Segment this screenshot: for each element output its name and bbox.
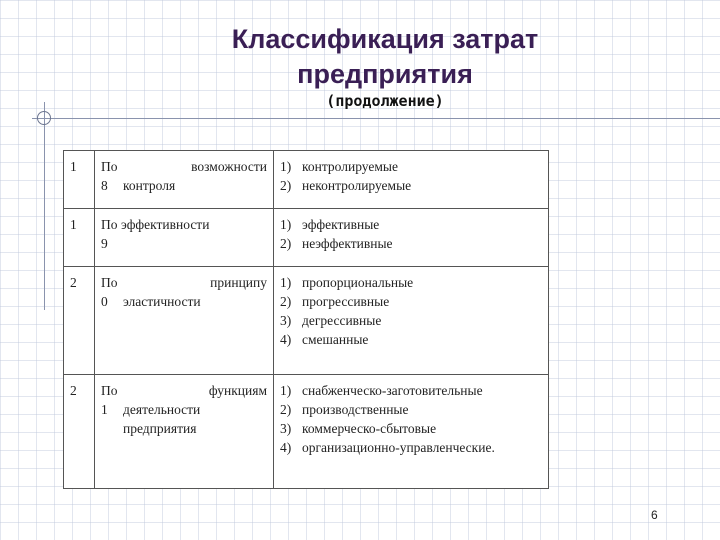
row-number: 2 bbox=[64, 375, 95, 489]
table-row bbox=[64, 267, 549, 375]
criterion-prefix: По bbox=[101, 217, 118, 232]
criterion-cell bbox=[95, 209, 274, 267]
list-item bbox=[280, 400, 542, 419]
list-item-index: 2) bbox=[280, 178, 292, 193]
criterion-cell bbox=[95, 375, 274, 489]
list-item-text: дегрессивные bbox=[302, 313, 382, 328]
decorative-vertical-rule bbox=[44, 102, 45, 310]
list-item-text: контролируемые bbox=[302, 159, 398, 174]
table-row bbox=[64, 209, 549, 267]
list-item bbox=[280, 311, 542, 330]
list-item-text: снабженческо-заготовительные bbox=[302, 383, 483, 398]
page-number: 6 bbox=[651, 508, 658, 522]
types-cell bbox=[274, 209, 549, 267]
decorative-horizontal-rule bbox=[32, 118, 720, 119]
list-item-text: прогрессивные bbox=[302, 294, 390, 309]
criterion-line: деятельности bbox=[123, 402, 201, 417]
types-cell bbox=[274, 267, 549, 375]
criterion-prefix: 8 bbox=[101, 178, 108, 193]
types-list bbox=[280, 381, 542, 457]
criterion-cell bbox=[95, 267, 274, 375]
list-item-index: 3) bbox=[280, 421, 292, 436]
criterion-prefix: По bbox=[101, 159, 118, 174]
slide-title-line1: Классификация затрат bbox=[231, 24, 539, 54]
criterion-prefix: По bbox=[101, 383, 118, 398]
list-item-text: пропорциональные bbox=[302, 275, 414, 290]
criterion-line: контроля bbox=[123, 178, 176, 193]
list-item bbox=[280, 419, 542, 438]
list-item-index: 2) bbox=[280, 402, 292, 417]
list-item-text: неэффективные bbox=[302, 236, 393, 251]
list-item-index: 2) bbox=[280, 294, 292, 309]
criterion-cell bbox=[95, 151, 274, 209]
criterion-first-word: эффективности bbox=[121, 217, 210, 232]
criterion-prefix: 0 bbox=[101, 294, 108, 309]
row-number: 2 bbox=[64, 267, 95, 375]
list-item-text: организационно-управленческие. bbox=[302, 440, 495, 455]
list-item-text: эффективные bbox=[302, 217, 380, 232]
criterion-first-word: принципу bbox=[210, 275, 267, 290]
criterion-first-word: возможности bbox=[191, 159, 267, 174]
criterion-line: эластичности bbox=[123, 294, 201, 309]
list-item-index: 4) bbox=[280, 332, 292, 347]
list-item-index: 1) bbox=[280, 275, 292, 290]
list-item bbox=[280, 381, 542, 400]
criterion-prefix: 9 bbox=[101, 236, 108, 251]
classification-table bbox=[63, 150, 549, 489]
types-list bbox=[280, 273, 542, 349]
list-item-text: коммерческо-сбытовые bbox=[302, 421, 437, 436]
list-item-index: 1) bbox=[280, 217, 292, 232]
decorative-ring-icon bbox=[37, 111, 51, 125]
types-cell bbox=[274, 375, 549, 489]
list-item bbox=[280, 438, 542, 457]
types-list bbox=[280, 157, 542, 195]
list-item bbox=[280, 176, 542, 195]
list-item bbox=[280, 273, 542, 292]
list-item-text: производственные bbox=[302, 402, 409, 417]
list-item-index: 4) bbox=[280, 440, 292, 455]
list-item-index: 1) bbox=[280, 383, 292, 398]
table-row bbox=[64, 151, 549, 209]
list-item-index: 1) bbox=[280, 159, 292, 174]
criterion-line: предприятия bbox=[123, 421, 197, 436]
list-item bbox=[280, 215, 542, 234]
slide-title bbox=[150, 22, 620, 92]
row-number: 1 bbox=[64, 209, 95, 267]
list-item bbox=[280, 292, 542, 311]
row-number: 1 bbox=[64, 151, 95, 209]
list-item-index: 2) bbox=[280, 236, 292, 251]
criterion-prefix: 1 bbox=[101, 402, 108, 417]
criterion-first-word: функциям bbox=[208, 383, 267, 398]
list-item bbox=[280, 157, 542, 176]
list-item-text: неконтролируемые bbox=[302, 178, 412, 193]
list-item bbox=[280, 330, 542, 349]
types-list bbox=[280, 215, 542, 253]
table-row bbox=[64, 375, 549, 489]
list-item bbox=[280, 234, 542, 253]
list-item-text: смешанные bbox=[302, 332, 369, 347]
criterion-prefix: По bbox=[101, 275, 118, 290]
slide-title-line2: предприятия bbox=[297, 59, 473, 89]
list-item-index: 3) bbox=[280, 313, 292, 328]
types-cell bbox=[274, 151, 549, 209]
slide-subtitle: (продолжение) bbox=[326, 92, 444, 110]
